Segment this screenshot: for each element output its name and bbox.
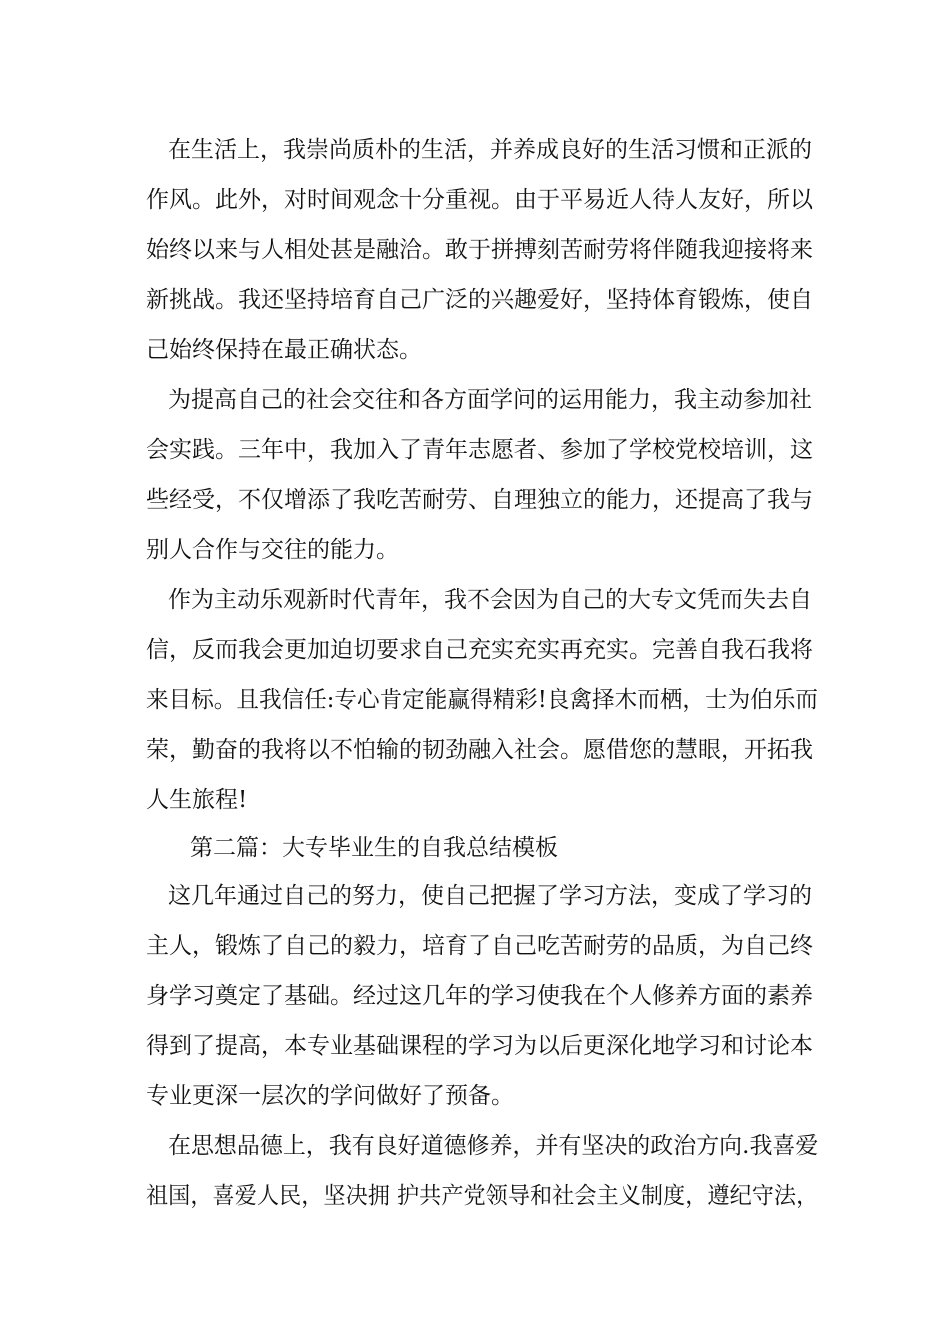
text-line: 专业更深一层次的学问做好了预备。	[146, 1083, 514, 1109]
text-line: 作风。此外，对时间观念十分重视。由于平易近人待人友好，所以	[146, 187, 813, 213]
text-line: 来目标。且我信任:专心肯定能赢得精彩!良禽择木而栖，士为伯乐而	[146, 687, 819, 713]
text-line: 这几年通过自己的努力，使自己把握了学习方法，变成了学习的	[168, 883, 812, 909]
text-line: 在生活上，我崇尚质朴的生活，并养成良好的生活习惯和正派的	[168, 137, 812, 163]
text-line: 身学习奠定了基础。经过这几年的学习使我在个人修养方面的素养	[146, 983, 813, 1009]
text-line: 别人合作与交往的能力。	[146, 537, 399, 563]
text-line: 为提高自己的社会交往和各方面学问的运用能力，我主动参加社	[168, 387, 812, 413]
text-line: 作为主动乐观新时代青年，我不会因为自己的大专文凭而失去自	[168, 587, 812, 613]
text-line: 些经受，不仅增添了我吃苦耐劳、自理独立的能力，还提高了我与	[146, 487, 813, 513]
text-line: 己始终保持在最正确状态。	[146, 337, 422, 363]
section-heading: 第二篇：大专毕业生的自我总结模板	[190, 835, 558, 861]
text-line: 始终以来与人相处甚是融洽。敢于拼搏刻苦耐劳将伴随我迎接将来	[146, 237, 813, 263]
text-line: 得到了提高，本专业基础课程的学习为以后更深化地学习和讨论本	[146, 1033, 813, 1059]
text-line: 在思想品德上，我有良好道德修养，并有坚决的政治方向.我喜爱	[168, 1133, 819, 1159]
text-line: 祖国，喜爱人民，坚决拥 护共产党领导和社会主义制度，遵纪守法，	[146, 1183, 819, 1209]
text-line: 新挑战。我还坚持培育自己广泛的兴趣爱好，坚持体育锻炼，使自	[146, 287, 813, 313]
text-line: 荣，勤奋的我将以不怕输的韧劲融入社会。愿借您的慧眼，开拓我	[146, 737, 813, 763]
text-line: 信，反而我会更加迫切要求自己充实充实再充实。完善自我石我将	[146, 637, 813, 663]
text-line: 主人，锻炼了自己的毅力，培育了自己吃苦耐劳的品质，为自己终	[146, 933, 813, 959]
text-line: 会实践。三年中，我加入了青年志愿者、参加了学校党校培训，这	[146, 437, 813, 463]
text-line: 人生旅程!	[146, 787, 248, 813]
